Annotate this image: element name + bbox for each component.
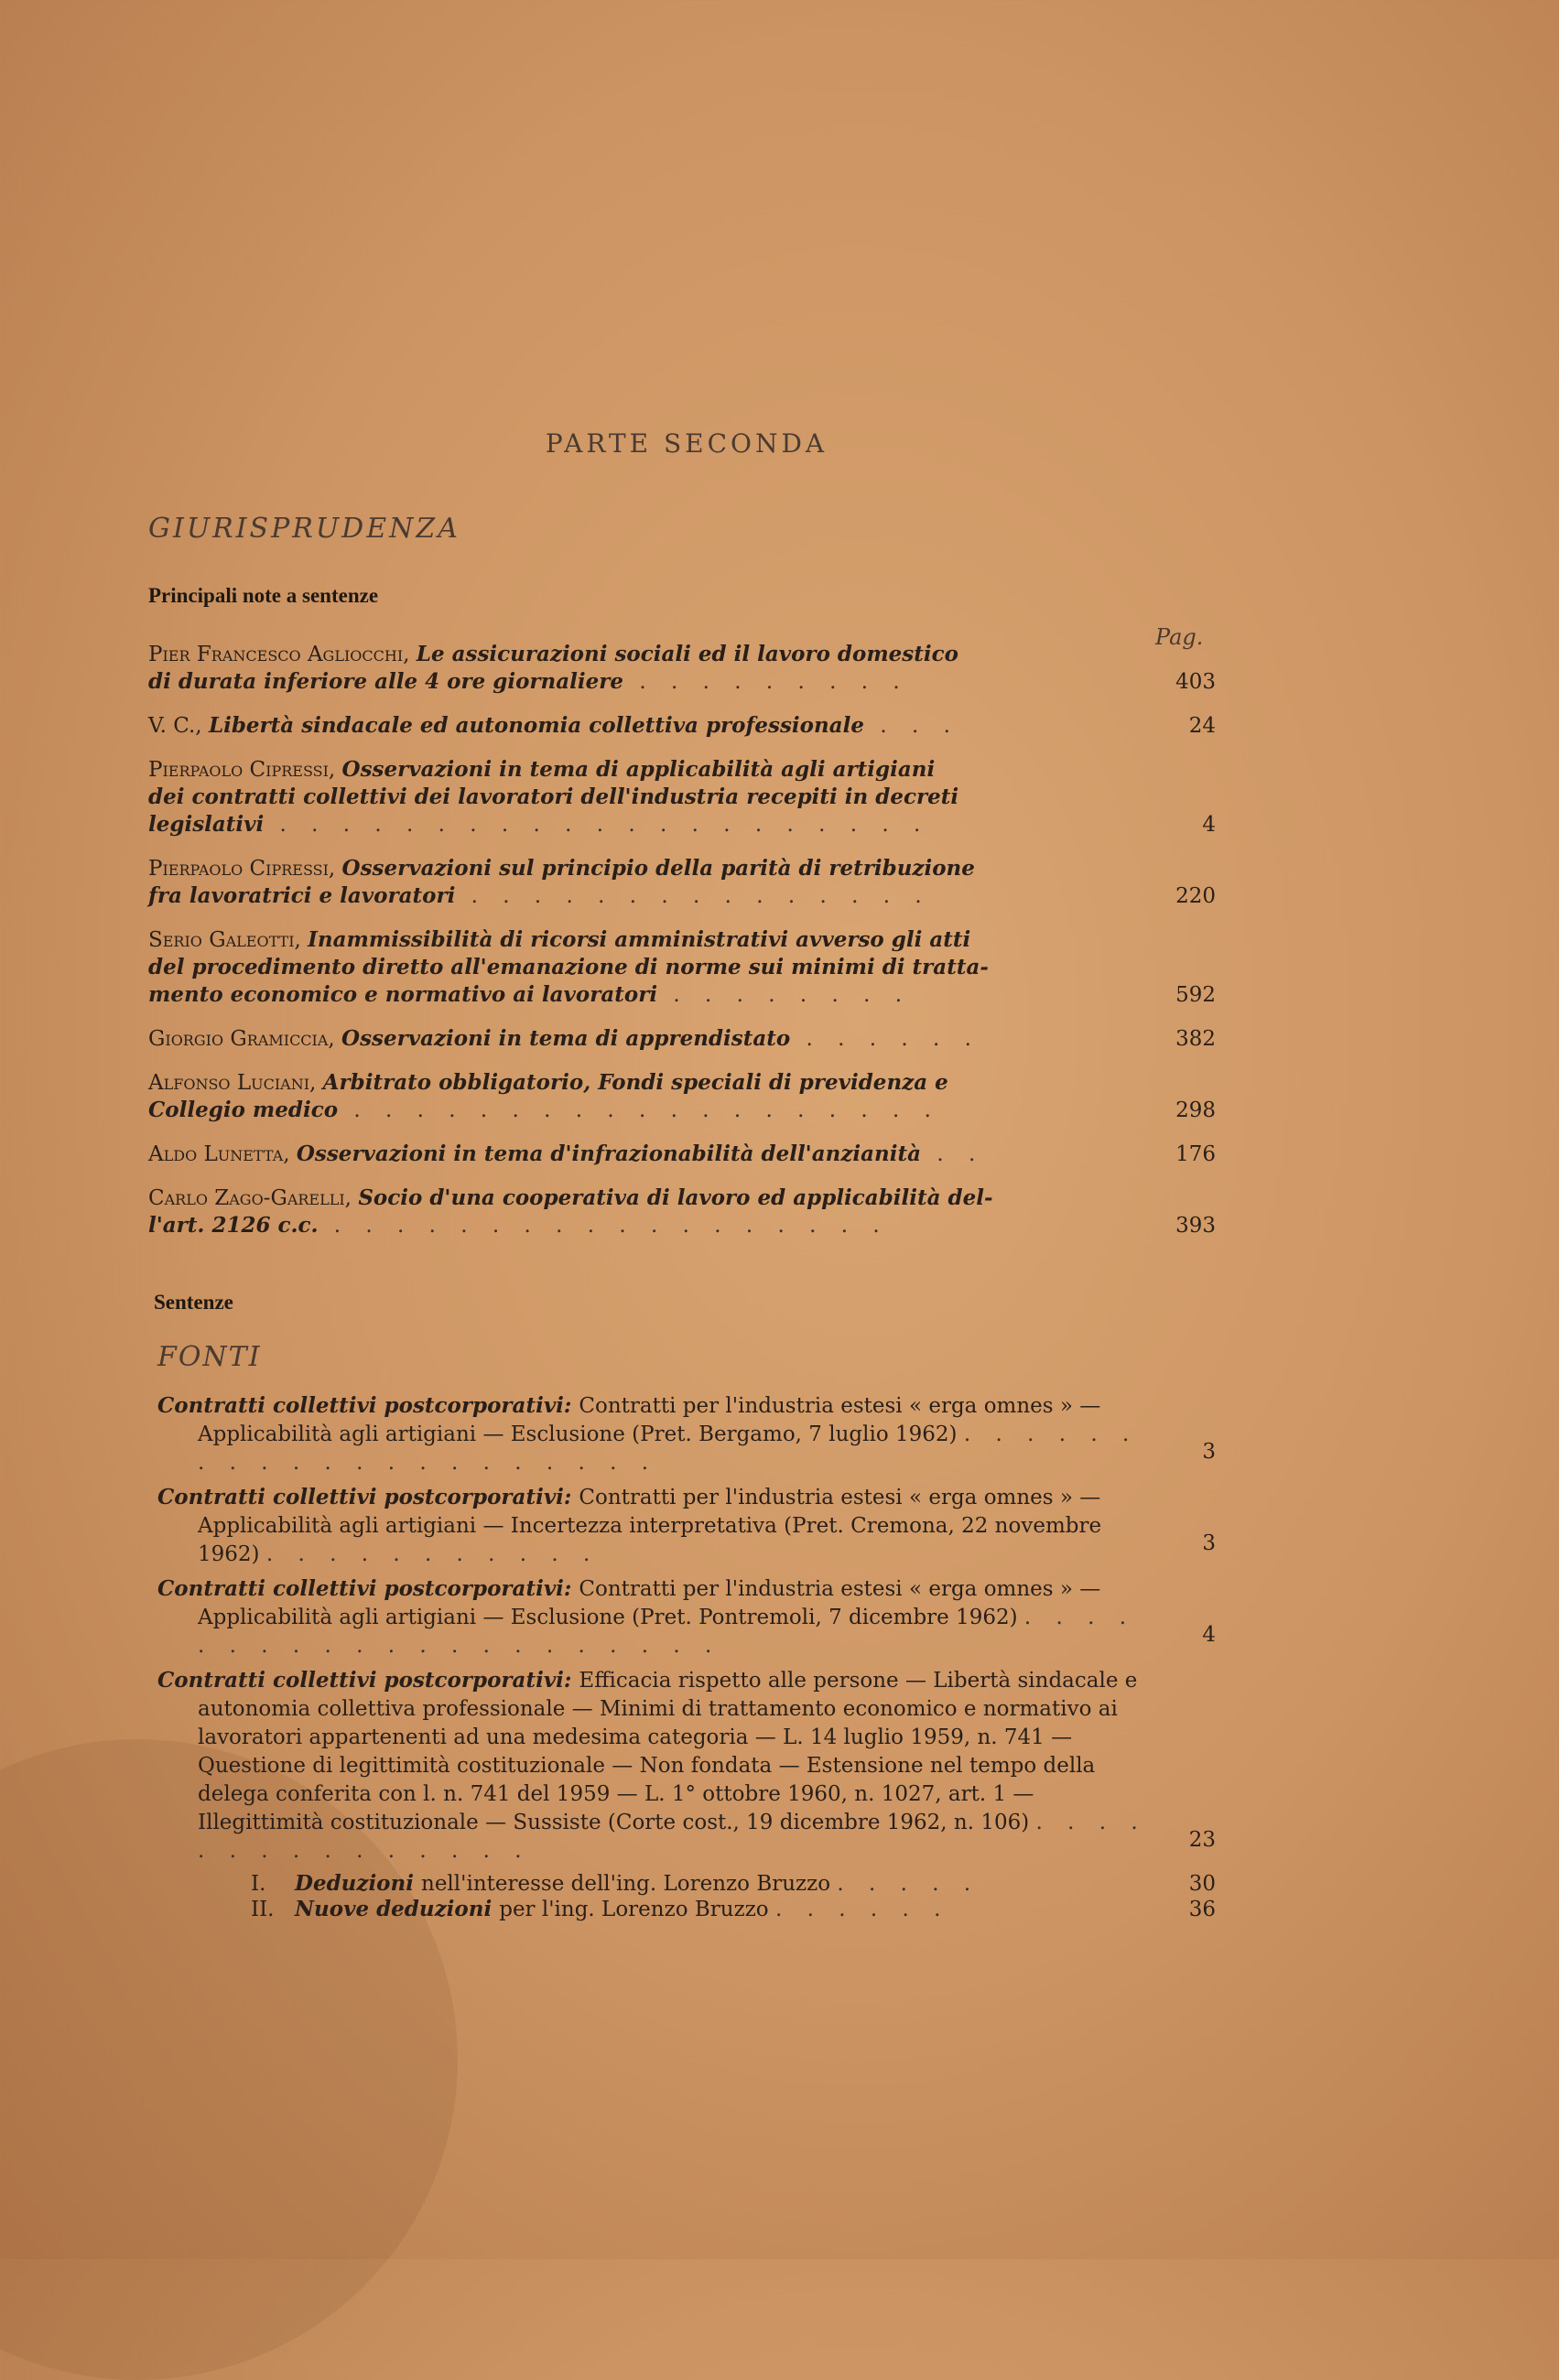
note-line <box>148 641 1161 668</box>
note-line <box>148 668 1161 696</box>
fonti-entry <box>157 1391 1216 1477</box>
note-author: Pierpaolo Cipressi, <box>148 758 342 782</box>
notes-heading: Principali note a sentenze <box>148 584 379 607</box>
note-title: Osservazioni in tema di applicabilità agli artigiani <box>341 757 936 782</box>
note-page-number: 298 <box>1175 1098 1216 1122</box>
note-author: Carlo Zago-Garelli, <box>148 1186 359 1210</box>
note-page-number: 393 <box>1175 1214 1216 1238</box>
fonti-body <box>157 1666 1152 1866</box>
fonti-sub-entry <box>157 1897 1216 1922</box>
part-title: PARTE SECONDA <box>545 428 828 459</box>
note-title: Collegio medico <box>148 1098 339 1122</box>
note-line <box>148 1212 1161 1239</box>
leader-dots: . . . . . . <box>774 1898 950 1921</box>
leader-dots: . . . . . <box>837 1872 980 1896</box>
note-entry <box>148 712 1216 740</box>
note-line <box>148 1141 1161 1168</box>
note-page-number: 24 <box>1188 714 1216 738</box>
leader-dots: . . . . . . . . . . . . . . . <box>198 1811 1147 1863</box>
note-page-number: 382 <box>1175 1027 1216 1051</box>
note-entry <box>148 756 1216 838</box>
leader-dots: . . <box>921 1142 985 1166</box>
sub-entry-text: nell'interesse dell'ing. Lorenzo Bruzzo <box>421 1872 838 1896</box>
sub-entry-title: Nuove deduzioni <box>295 1897 500 1921</box>
note-line <box>148 882 1161 910</box>
note-title: Libertà sindacale ed autonomia collettiva professionale <box>208 713 865 738</box>
note-entry <box>148 1141 1216 1168</box>
note-title: del procedimento diretto all'emanazione di norme sui minimi di tratta- <box>148 955 989 979</box>
note-title: l'art. 2126 c.c. <box>148 1213 319 1238</box>
fonti-title: Contratti collettivi postcorporativi: <box>157 1668 579 1693</box>
leader-dots: . . . . . . . . <box>657 983 912 1007</box>
note-line <box>148 1069 1161 1097</box>
leader-dots: . . . . . . . . . . . . . . . . . . . . . <box>198 1423 1139 1475</box>
note-line <box>148 712 1161 740</box>
sub-entry-numeral: II. <box>251 1898 275 1921</box>
note-line <box>148 1097 1161 1124</box>
note-title: Arbitrato obbligatorio, Fondi speciali di previdenza e <box>322 1070 948 1095</box>
note-title: Inammissibilità di ricorsi amministrativi avverso gli atti <box>308 927 971 952</box>
fonti-page-number: 23 <box>1188 1828 1216 1852</box>
leader-dots: . . . . . . . . . . . . . . . . . . <box>318 1214 889 1238</box>
note-title: fra lavoratrici e lavoratori <box>148 883 456 908</box>
note-page-number: 403 <box>1175 670 1216 694</box>
note-page-number: 592 <box>1175 983 1216 1007</box>
note-entry <box>148 1185 1216 1239</box>
note-line <box>148 1185 1161 1212</box>
note-entry <box>148 1069 1216 1124</box>
note-line <box>148 1025 1161 1053</box>
note-line <box>148 926 1161 954</box>
note-title: Osservazioni sul principio della parità di retribuzione <box>341 856 975 881</box>
fonti-text: Contratti per l'industria estesi « erga omnes » — Applicabilità agli artigiani — Esclusione (Pret. Pontremoli, 7 dicembre 1962) <box>198 1577 1101 1629</box>
sentenze-heading: Sentenze <box>154 1291 233 1314</box>
pag-label: Pag. <box>1155 624 1204 650</box>
note-line <box>148 954 1161 981</box>
fonti-title: Contratti collettivi postcorporativi: <box>157 1576 579 1601</box>
note-page-number: 176 <box>1175 1142 1216 1166</box>
fonti-body <box>157 1483 1152 1569</box>
note-entry <box>148 926 1216 1009</box>
fonti-entry <box>157 1574 1216 1661</box>
note-entry <box>148 641 1216 696</box>
fonti-sub-entry <box>157 1871 1216 1897</box>
fonti-title: Contratti collettivi postcorporativi: <box>157 1485 579 1509</box>
sub-entry-page-number: 36 <box>1188 1898 1216 1921</box>
leader-dots: . . . <box>864 714 959 738</box>
leader-dots: . . . . . . <box>790 1027 980 1051</box>
fonti-list <box>157 1391 1216 1922</box>
note-title: dei contratti collettivi dei lavoratori dell'industria recepiti in decreti <box>148 784 959 809</box>
leader-dots: . . . . . . . . . . . . . . . . . . . <box>338 1098 940 1122</box>
section-title: GIURISPRUDENZA <box>148 513 460 545</box>
note-author: Pierpaolo Cipressi, <box>148 857 342 881</box>
leader-dots: . . . . . . . . . . . . . . . <box>455 884 931 908</box>
fonti-page-number: 4 <box>1202 1623 1216 1647</box>
sub-entry-title: Deduzioni <box>295 1871 421 1896</box>
note-author: Pier Francesco Agliocchi, <box>148 643 417 666</box>
fonti-text: Efficacia rispetto alle persone — Libertà sindacale e autonomia collettiva professionale — Minimi di trattamento economico e normativo ai lavoratori appartenenti ad una medesima categoria — L. 14 luglio 1959, n. 741 — Questione di legittimità costituzionale — Non fondata — Estensione nel tempo della delega conferita con l. n. 741 del 1959 — L. 1° ottobre 1960, n. 1027, art. 1 — Illegittimità costituzionale — Sussiste (Corte cost., 19 dicembre 1962, n. 106) <box>198 1669 1138 1834</box>
fonti-body <box>157 1391 1152 1477</box>
fonti-text: Contratti per l'industria estesi « erga omnes » — Applicabilità agli artigiani — Esclusione (Pret. Bergamo, 7 luglio 1962) <box>198 1394 1101 1446</box>
note-title: legislativi <box>148 812 265 837</box>
fonti-entry <box>157 1666 1216 1866</box>
note-author: Giorgio Gramiccia, <box>148 1027 342 1051</box>
note-title: Osservazioni in tema d'infrazionabilità dell'anzianità <box>296 1141 922 1166</box>
note-line <box>148 784 1161 811</box>
fonti-page-number: 3 <box>1202 1531 1216 1555</box>
note-title: Socio d'una cooperativa di lavoro ed applicabilità del- <box>358 1185 993 1210</box>
leader-dots: . . . . . . . . . . . . . . . . . . . . . <box>264 813 930 837</box>
note-page-number: 220 <box>1175 884 1216 908</box>
note-author: Alfonso Luciani, <box>148 1071 323 1095</box>
fonti-entry <box>157 1483 1216 1569</box>
note-title: di durata inferiore alle 4 ore giornaliere <box>148 669 624 694</box>
note-title: Le assicurazioni sociali ed il lavoro domestico <box>416 642 958 666</box>
note-title: Osservazioni in tema di apprendistato <box>341 1026 791 1051</box>
leader-dots: . . . . . . . . . . . <box>265 1542 600 1566</box>
note-entry <box>148 855 1216 910</box>
note-author: Serio Galeotti, <box>148 928 309 952</box>
leader-dots: . . . . . . . . . . . . . . . . . . . . . <box>198 1606 1136 1658</box>
sub-entry-text: per l'ing. Lorenzo Bruzzo <box>499 1898 775 1921</box>
fonti-heading: FONTI <box>157 1341 262 1373</box>
note-line <box>148 811 1161 838</box>
note-page-number: 4 <box>1202 813 1216 837</box>
sub-entry-numeral: I. <box>251 1872 266 1896</box>
fonti-body <box>157 1574 1152 1661</box>
sub-entry-page-number: 30 <box>1188 1872 1216 1896</box>
fonti-text: Contratti per l'industria estesi « erga omnes » — Applicabilità agli artigiani — Incertezza interpretativa (Pret. Cremona, 22 novembre 1962) <box>198 1486 1102 1566</box>
note-line <box>148 756 1161 784</box>
fonti-page-number: 3 <box>1202 1440 1216 1464</box>
note-title: mento economico e normativo ai lavoratori <box>148 982 658 1007</box>
note-author: V. C., <box>148 714 209 738</box>
note-line <box>148 981 1161 1009</box>
note-line <box>148 855 1161 882</box>
notes-list <box>148 641 1216 1256</box>
note-author: Aldo Lunetta, <box>148 1142 297 1166</box>
note-entry <box>148 1025 1216 1053</box>
fonti-title: Contratti collettivi postcorporativi: <box>157 1393 579 1418</box>
leader-dots: . . . . . . . . . <box>623 670 909 694</box>
